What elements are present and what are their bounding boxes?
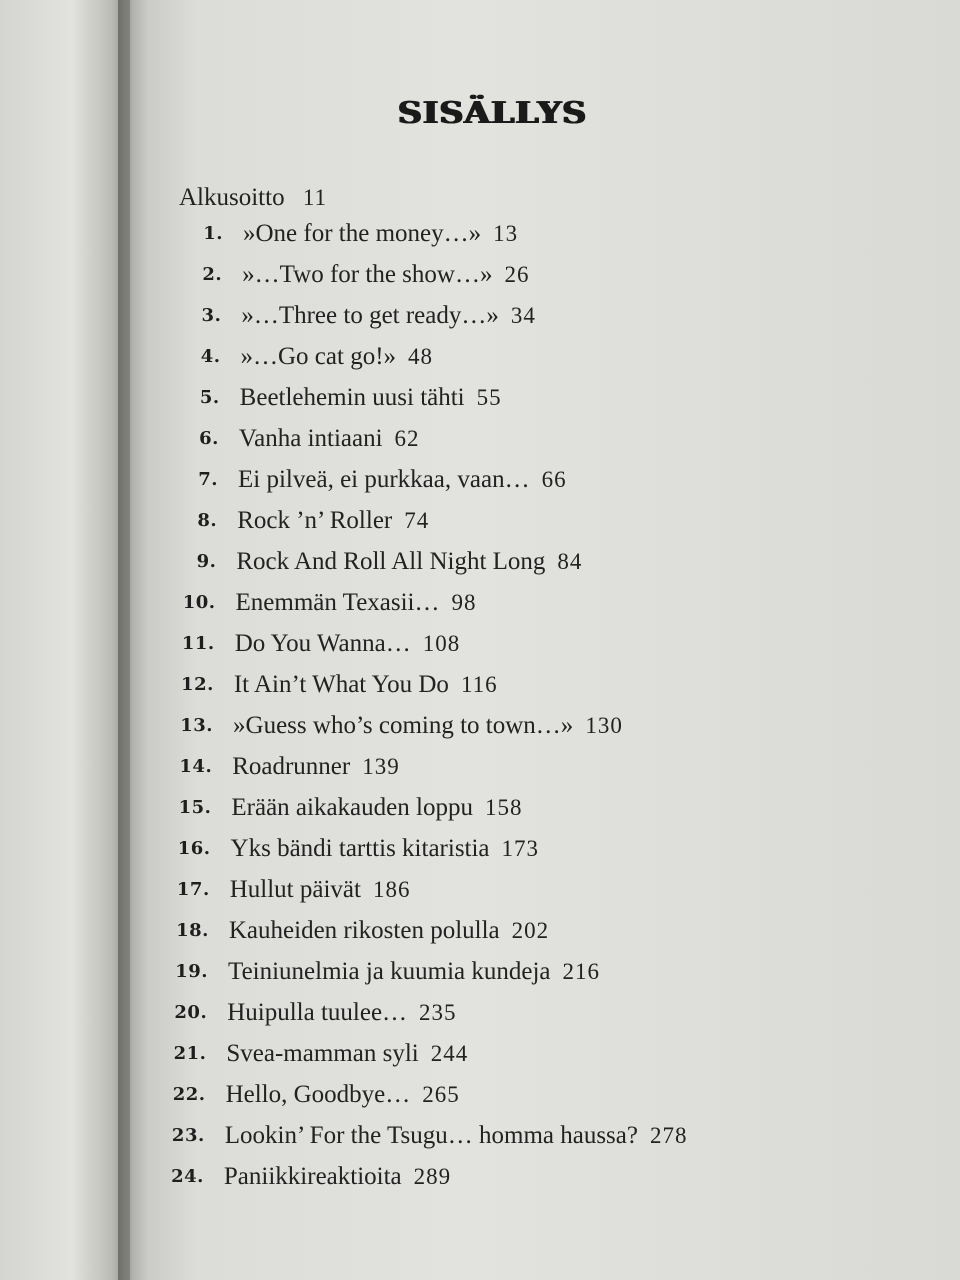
toc-entry-text <box>229 917 549 945</box>
toc-chapter-title: Huipulla tuulee… <box>227 999 408 1026</box>
toc-chapter-number: 17. <box>176 879 210 900</box>
toc-entry-text <box>233 712 623 740</box>
toc-chapter-number: 18. <box>176 920 209 941</box>
facing-page <box>0 0 130 1280</box>
toc-chapter-number: 11. <box>181 633 215 654</box>
toc-chapter-number: 19. <box>175 961 209 982</box>
toc-chapter-title: Erään aikakauden loppu <box>231 794 473 821</box>
toc-entry-text <box>242 261 529 289</box>
toc-chapter-number: 6. <box>199 428 219 449</box>
toc-page-number: 216 <box>562 959 601 984</box>
toc-chapter-title: Hello, Goodbye… <box>225 1081 411 1108</box>
toc-chapter-number: 15. <box>178 797 212 818</box>
toc-page-number: 186 <box>372 877 411 902</box>
toc-page-number: 55 <box>476 385 502 410</box>
toc-entry-text <box>231 835 539 863</box>
toc-chapter-title: Teiniunelmia ja kuumia kundeja <box>228 958 551 985</box>
toc-chapter-number: 24. <box>171 1166 204 1187</box>
toc-page-number: 158 <box>484 795 523 820</box>
toc-chapter-number: 4. <box>200 346 221 367</box>
toc-entry-text <box>228 958 600 986</box>
toc-entry-text <box>236 589 477 617</box>
toc-chapter-number: 20. <box>174 1002 208 1023</box>
toc-page-number: 62 <box>394 426 420 451</box>
toc-entry-text <box>241 343 434 371</box>
toc-entry-text <box>224 1163 451 1191</box>
toc-chapter-number: 10. <box>182 592 216 613</box>
toc-chapter-title: »…Three to get ready…» <box>241 302 499 329</box>
toc-page-number: 26 <box>504 262 530 287</box>
toc-page-number: 173 <box>501 836 540 861</box>
toc-page-number: 278 <box>649 1123 688 1148</box>
toc-intro-title: Alkusoitto <box>179 184 285 211</box>
toc-page-number: 84 <box>557 549 583 574</box>
toc-page-number: 116 <box>460 672 498 697</box>
toc-chapter-title: »…Two for the show…» <box>242 261 493 288</box>
toc-chapter-number: 1. <box>203 223 223 244</box>
toc-entry-text <box>226 1081 460 1109</box>
toc-chapter-number: 7. <box>198 469 219 490</box>
toc-entry-text <box>240 384 502 412</box>
toc-page-number: 66 <box>541 467 567 492</box>
toc-entry-text <box>226 1040 468 1068</box>
toc-chapter-title: »Guess who’s coming to town…» <box>233 712 574 739</box>
toc-entry-text <box>237 507 429 535</box>
toc-page-number: 48 <box>408 344 434 369</box>
toc-entry-text <box>234 671 498 699</box>
toc-page-number: 139 <box>362 754 400 779</box>
toc-chapter-number: 16. <box>177 838 211 859</box>
toc-chapter-number: 9. <box>196 551 217 572</box>
toc-chapter-title: »…Go cat go!» <box>240 343 397 370</box>
toc-entry-text <box>238 466 567 494</box>
toc-chapter-title: Kauheiden rikosten polulla <box>228 917 500 944</box>
toc-chapter-title: Rock ’n’ Roller <box>237 507 393 534</box>
toc-chapter-number: 23. <box>171 1125 205 1146</box>
toc-entry-text <box>232 753 400 781</box>
toc-chapter-title: Lookin’ For the Tsugu… homma haussa? <box>224 1122 638 1149</box>
toc-chapter-title: Roadrunner <box>232 753 351 780</box>
toc-chapter-number: 5. <box>199 387 220 408</box>
toc-entry-text <box>225 1122 688 1150</box>
toc-page-number: 289 <box>413 1164 452 1189</box>
toc-page-number: 202 <box>511 918 550 943</box>
toc-chapter-number: 8. <box>197 510 218 531</box>
toc-chapter-title: Paniikkireaktioita <box>223 1163 402 1190</box>
toc-chapter-number: 2. <box>202 264 223 285</box>
toc-chapter-title: It Ain’t What You Do <box>233 671 449 698</box>
toc-chapter-title: Ei pilveä, ei purkkaa, vaan… <box>238 466 530 493</box>
toc-chapter-number: 21. <box>173 1043 207 1064</box>
toc-chapter-title: Do You Wanna… <box>234 630 411 657</box>
toc-entry-text <box>235 630 461 658</box>
toc-page-number: 74 <box>404 508 430 533</box>
toc-chapter-title: »One for the money…» <box>243 220 482 247</box>
toc-entry-text <box>230 876 411 904</box>
toc-page-number: 98 <box>451 590 477 615</box>
toc-chapter-number: 14. <box>179 756 213 777</box>
toc-chapter-number: 22. <box>172 1084 206 1105</box>
toc-page-number: 244 <box>430 1041 469 1066</box>
toc-chapter-title: Yks bändi tarttis kitaristia <box>230 835 490 862</box>
toc-intro-page: 11 <box>302 185 327 210</box>
toc-page-number: 265 <box>422 1082 460 1107</box>
toc-entry-text <box>241 302 536 330</box>
toc-page-number: 34 <box>510 303 536 328</box>
toc-page-number: 130 <box>585 713 623 738</box>
toc-page-number: 235 <box>419 1000 457 1025</box>
toc-entry-text <box>243 220 518 248</box>
toc-chapter-number: 13. <box>180 715 214 736</box>
toc-chapter-title: Rock And Roll All Night Long <box>236 548 546 575</box>
toc-entry-text <box>227 999 456 1027</box>
toc-entry-text <box>236 548 582 576</box>
toc-entry-text <box>239 425 420 453</box>
toc-page-number: 13 <box>493 221 519 246</box>
book-spine <box>118 0 148 1280</box>
toc-chapter-title: Vanha intiaani <box>238 425 383 452</box>
toc-chapter-title: Enemmän Texasii… <box>235 589 440 616</box>
toc-chapter-number: 3. <box>201 305 222 326</box>
toc-intro <box>179 184 327 212</box>
toc-entry-text <box>231 794 522 822</box>
toc-chapter-number: 12. <box>181 674 214 695</box>
toc-chapter-title: Hullut päivät <box>229 876 361 903</box>
toc-page-number: 108 <box>422 631 461 656</box>
page-title: SISÄLLYS <box>398 96 588 131</box>
toc-chapter-title: Svea-mamman syli <box>226 1040 419 1067</box>
toc-chapter-title: Beetlehemin uusi tähti <box>239 384 465 411</box>
